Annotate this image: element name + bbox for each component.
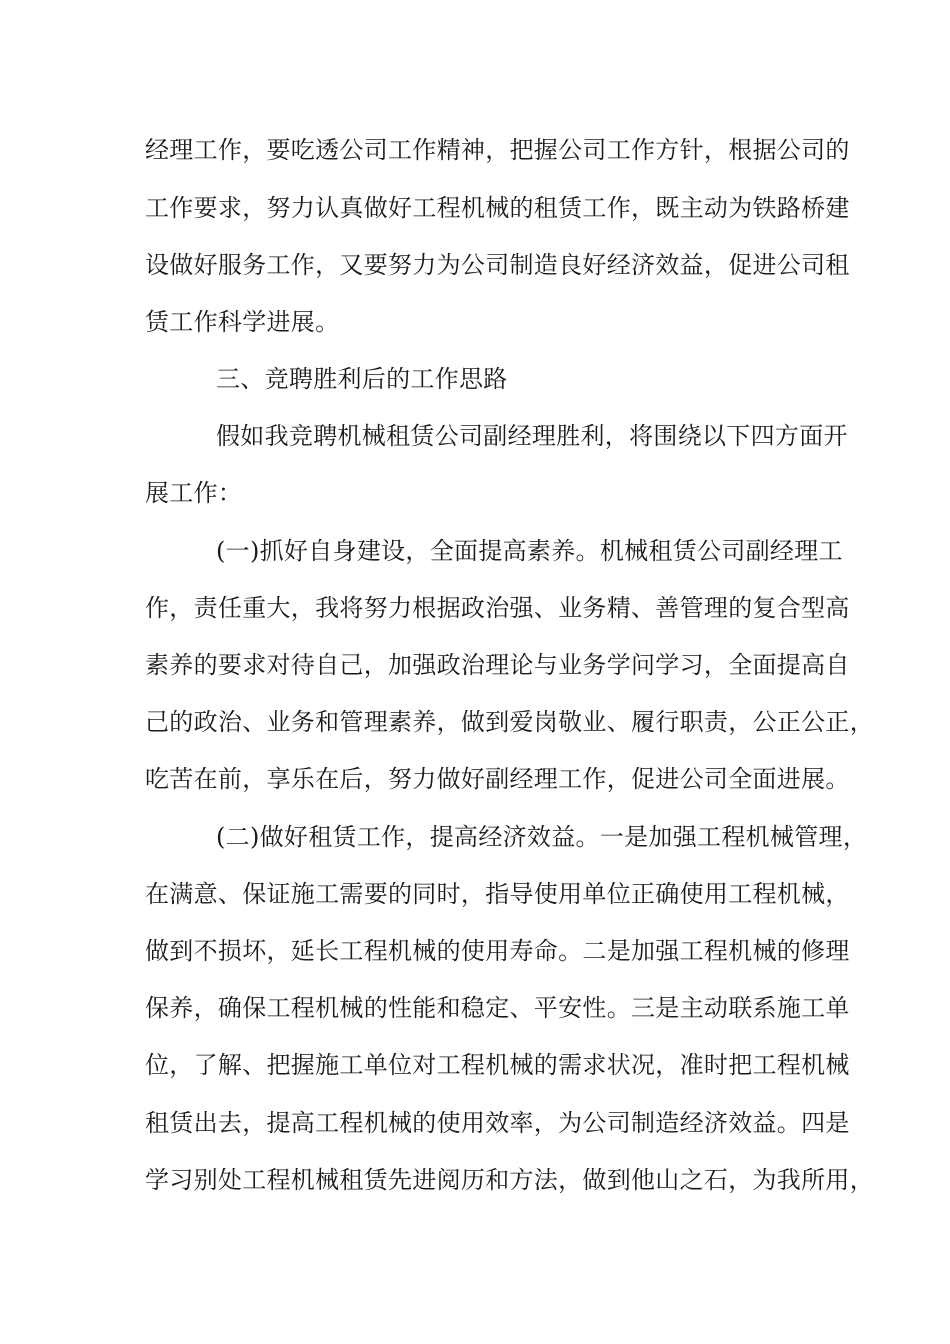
section-heading: 三、竞聘胜利后的工作思路 — [216, 365, 508, 393]
text-line: 设做好服务工作，又要努力为公司制造良好经济效益，促进公司租 — [145, 251, 850, 279]
text-line: 学习别处工程机械租赁先进阅历和方法，做到他山之石，为我所用， — [145, 1166, 874, 1194]
text-line: 己的政治、业务和管理素养，做到爱岗敬业、履行职责，公正公正， — [145, 708, 874, 736]
text-line: 经理工作，要吃透公司工作精神，把握公司工作方针，根据公司的 — [145, 136, 850, 164]
text-line: 保养，确保工程机械的性能和稳定、平安性。三是主动联系施工单 — [145, 994, 850, 1022]
text-line: 租赁出去，提高工程机械的使用效率，为公司制造经济效益。四是 — [145, 1109, 850, 1137]
text-line: 吃苦在前，享乐在后，努力做好副经理工作，促进公司全面进展。 — [145, 765, 850, 793]
text-line: 展工作： — [145, 479, 243, 507]
text-line: 素养的要求对待自己，加强政治理论与业务学问学习，全面提高自 — [145, 651, 850, 679]
text-line: (二)做好租赁工作，提高经济效益。一是加强工程机械管理， — [216, 823, 868, 851]
text-line: 在满意、保证施工需要的同时，指导使用单位正确使用工程机械， — [145, 880, 850, 908]
text-line: 工作要求，努力认真做好工程机械的租赁工作，既主动为铁路桥建 — [145, 194, 850, 222]
text-line: 作，责任重大，我将努力根据政治强、业务精、善管理的复合型高 — [145, 594, 850, 622]
text-line: 假如我竞聘机械租赁公司副经理胜利，将围绕以下四方面开 — [216, 422, 848, 450]
text-line: 赁工作科学进展。 — [145, 308, 340, 336]
text-line: 做到不损坏，延长工程机械的使用寿命。二是加强工程机械的修理 — [145, 937, 850, 965]
text-line: (一)抓好自身建设，全面提高素养。机械租赁公司副经理工 — [216, 537, 843, 565]
text-line: 位，了解、把握施工单位对工程机械的需求状况，准时把工程机械 — [145, 1051, 850, 1079]
